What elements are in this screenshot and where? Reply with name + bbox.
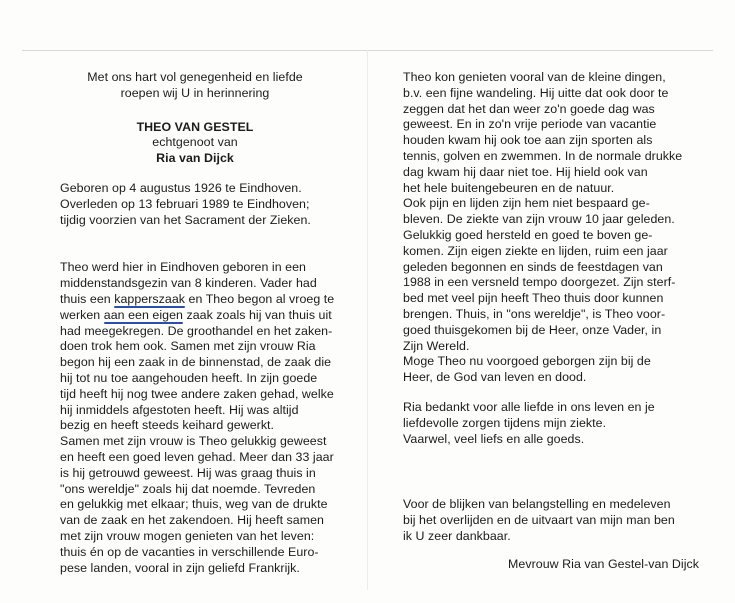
biography-right xyxy=(403,70,699,386)
bio-line: "ons wereldje" zoals hij dat noemde. Tevreden xyxy=(60,481,316,496)
bio-line: bed met veel pijn heeft Theo thuis door kunnen xyxy=(403,291,664,306)
bio-line: begon hij een zaak in de binnenstad, de zaak die xyxy=(60,355,332,370)
bio-line: doen trok hem ook. Samen met zijn vrouw Ria xyxy=(60,339,316,354)
bio-line: dag kwam hij daar niet toe. Hij hield ook van xyxy=(403,164,648,179)
bio-line: houden kwam hij ook toe aan zijn sporten als xyxy=(403,133,653,148)
biography-left xyxy=(60,260,335,576)
right-page xyxy=(403,70,699,573)
bio-line: tennis, golven en zwemmen. In de normale drukke xyxy=(403,148,683,163)
left-page xyxy=(60,70,335,576)
bio-line: Zijn Wereld. xyxy=(403,338,470,353)
bio-line: Heer, de God van leven en dood. xyxy=(403,370,587,385)
underline-mark: kapperszaak xyxy=(114,291,186,306)
bio-line: en gelukkig met elkaar; thuis, weg van de drukte xyxy=(60,497,328,512)
bio-line: pese landen, vooral in zijn geliefd Frankrijk. xyxy=(60,560,300,575)
bio-line: hij tot nu toe aangehouden heeft. In zijn goede xyxy=(60,370,318,385)
bio-line: middenstandsgezin van 8 kinderen. Vader had xyxy=(60,276,317,291)
bio-line: zeggen dat het dan weer zo'n goede dag was xyxy=(403,101,655,116)
bio-line: bezig en heeft steeds keihard gewerkt. xyxy=(60,418,275,433)
bio-line: brengen. Thuis, in "ons wereldje", is Theo voor- xyxy=(403,306,666,321)
underline-mark: aan een eigen xyxy=(103,307,183,322)
intro-block xyxy=(60,70,330,102)
bio-line: thuis én op de vacanties in verschillende Euro- xyxy=(60,544,319,559)
bio-line: Theo werd hier in Eindhoven geboren in een xyxy=(60,260,306,275)
farewell-line: Vaarwel, veel liefs en alle goeds. xyxy=(403,431,585,446)
bio-line: goed thuisgekomen bij de Heer, onze Vader, in xyxy=(403,322,662,337)
spouse-name: Ria van Dijck xyxy=(156,151,234,166)
card-fold-line xyxy=(367,50,368,590)
sacrament-line: tijdig voorzien van het Sacrament der Zieken. xyxy=(60,212,311,227)
bio-line: tijd heeft hij nog twee andere zaken gehad, welke xyxy=(60,386,334,401)
dates-block xyxy=(60,181,330,228)
bio-line: Moge Theo nu voorgoed geborgen zijn bij de xyxy=(403,354,651,369)
acknowledgement-line: ik U zeer dankbaar. xyxy=(403,528,511,543)
bio-line: het hele buitengebeuren en de natuur. xyxy=(403,180,615,195)
bio-line: Gelukkig goed hersteld en goed te boven ge- xyxy=(403,227,653,242)
deceased-name: THEO VAN GESTEL xyxy=(136,119,254,134)
birth-line: Geboren op 4 augustus 1926 te Eindhoven. xyxy=(60,180,302,195)
bio-line: had meegekregen. De groothandel en het zaken- xyxy=(60,323,333,338)
bio-line: hij inmiddels afgestoten heeft. Hij was altijd xyxy=(60,402,299,417)
bio-line: Theo kon genieten vooral van de kleine dingen, xyxy=(403,70,666,84)
acknowledgement-line: bij het overlijden en de uitvaart van mijn man ben xyxy=(403,513,675,528)
farewell-line: liefdevolle zorgen tijdens mijn ziekte. xyxy=(403,415,607,430)
bio-line: van de zaak en het zakendoen. Hij heeft samen xyxy=(60,513,325,528)
bio-line: b.v. een fijne wandeling. Hij uitte dat ook door te xyxy=(403,85,669,100)
intro-line-1: Met ons hart vol genegenheid en liefde xyxy=(87,70,303,84)
bio-line: is hij getrouwd geweest. Hij was graag thuis in xyxy=(60,465,316,480)
intro-line-2: roepen wij U in herinnering xyxy=(120,85,270,100)
bio-line: 1988 in een versneld tempo doorgezet. Zijn sterf- xyxy=(403,275,676,290)
bio-line-underlined-2: werken aan een eigen zaak zoals hij van thuis uit xyxy=(60,307,332,322)
bio-line: geleden begonnen en sinds de feestdagen van xyxy=(403,259,663,274)
bio-line: komen. Zijn eigen ziekte en lijden, ruim een jaar xyxy=(403,243,668,258)
bio-line-underlined-1: thuis een kapperszaak en Theo begon al vroeg te xyxy=(60,291,335,306)
bio-line: Ook pijn en lijden zijn hem niet bespaard ge- xyxy=(403,196,650,211)
bio-line: bleven. De ziekte van zijn vrouw 10 jaar geleden. xyxy=(403,212,675,227)
bio-line: met zijn vrouw mogen genieten van het leven: xyxy=(60,528,315,543)
farewell-line: Ria bedankt voor alle liefde in ons leven en je xyxy=(403,399,655,414)
bio-line: geweest. En in zo'n vrije periode van vacantie xyxy=(403,117,657,132)
relation-text: echtgenoot van xyxy=(152,135,238,150)
signature-line: Mevrouw Ria van Gestel-van Dijck xyxy=(508,556,699,571)
bio-line: Samen met zijn vrouw is Theo gelukkig geweest xyxy=(60,434,327,449)
acknowledgement-line: Voor de blijken van belangstelling en medeleven xyxy=(403,497,671,512)
acknowledgement-block xyxy=(403,497,699,544)
farewell-block xyxy=(403,400,699,447)
death-line: Overleden op 13 februari 1989 te Eindhoven; xyxy=(60,196,310,211)
bio-line: en heeft een goed leven gehad. Meer dan 33 jaar xyxy=(60,449,334,464)
